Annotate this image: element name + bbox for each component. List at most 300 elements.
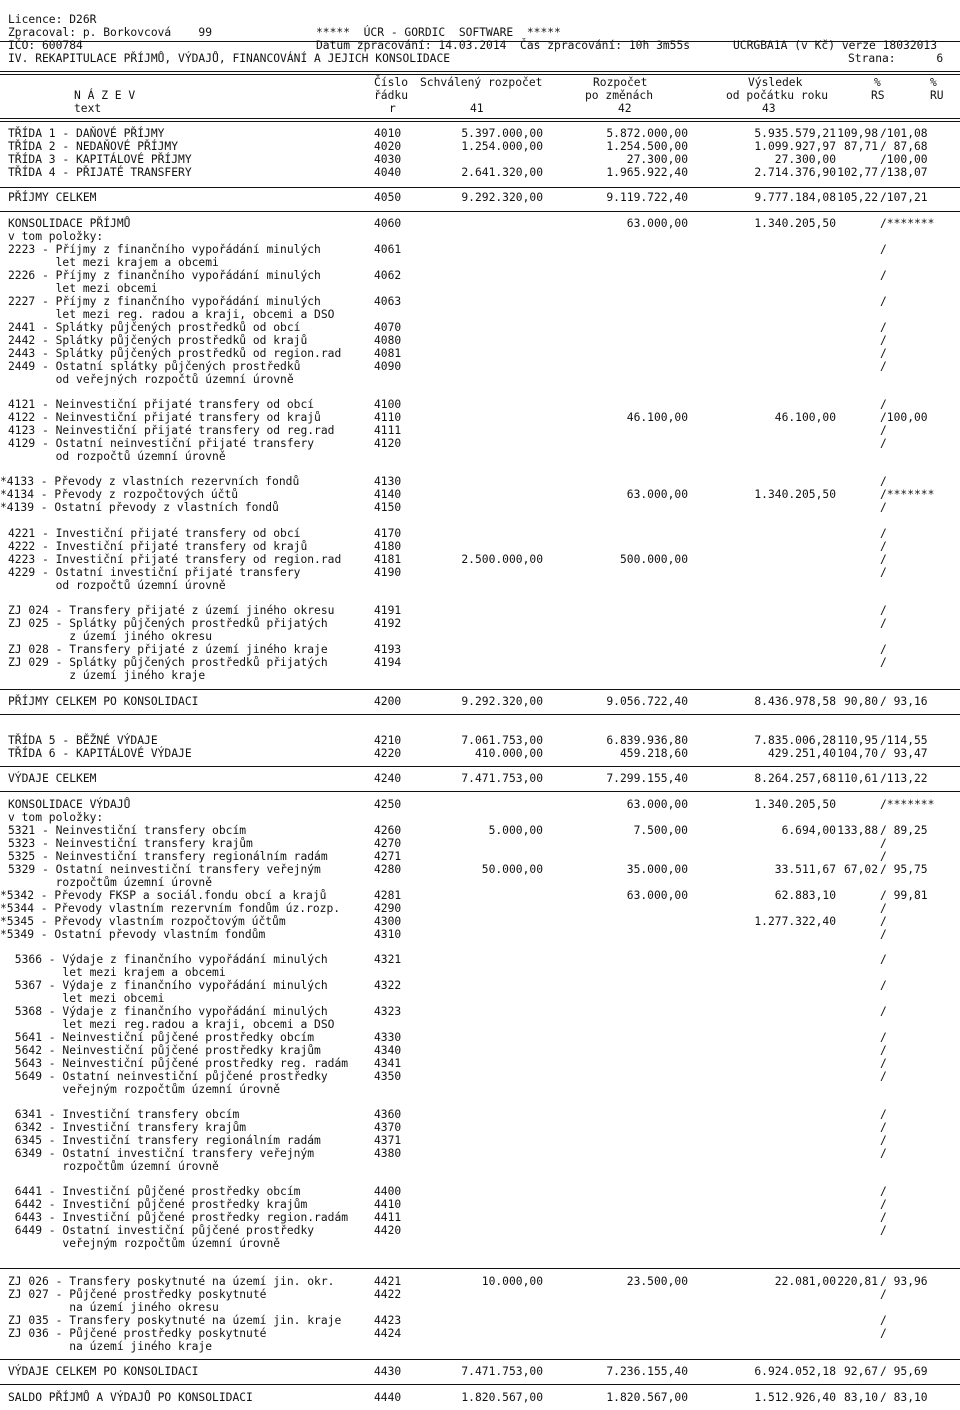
section-title: IV. REKAPITULACE PŘÍJMŮ, VÝDAJŮ, FINANCOVÁNÍ A JEJICH KONSOLIDACE bbox=[8, 52, 451, 65]
pct-ru: /******* bbox=[880, 488, 935, 501]
pct-ru: / bbox=[880, 269, 887, 282]
row-name: PŘÍJMY CELKEM PO KONSOLIDACI bbox=[8, 695, 199, 708]
row-name: 5368 - Výdaje z finančního vypořádání minulých bbox=[8, 1005, 328, 1018]
approved-budget: 7.471.753,00 bbox=[461, 1365, 543, 1378]
row-name: 4129 - Ostatní neinvestiční přijaté transfery bbox=[8, 437, 315, 450]
col-header-43: 43 bbox=[762, 102, 776, 115]
year-result: 6.694,00 bbox=[781, 824, 836, 837]
pct-ru: / bbox=[880, 850, 887, 863]
row-number: 4371 bbox=[374, 1134, 402, 1147]
row-name: TŘÍDA 5 - BĚŽNÉ VÝDAJE bbox=[8, 734, 158, 747]
row-number: 4180 bbox=[374, 540, 402, 553]
approved-budget: 410.000,00 bbox=[474, 747, 543, 760]
row-name: SALDO PŘÍJMŮ A VÝDAJŮ PO KONSOLIDACI bbox=[8, 1391, 253, 1404]
pct-ru: / bbox=[880, 243, 887, 256]
row-name: TŘÍDA 1 - DAŇOVÉ PŘÍJMY bbox=[8, 127, 165, 140]
pct-ru: / 87,68 bbox=[880, 140, 928, 153]
licence-label: Licence: D26R bbox=[8, 13, 97, 26]
row-name: 5321 - Neinvestiční transfery obcím bbox=[8, 824, 247, 837]
year-result: 1.099.927,97 bbox=[754, 140, 836, 153]
row-name: 5323 - Neinvestiční transfery krajům bbox=[8, 837, 253, 850]
pct-ru: / 89,25 bbox=[880, 824, 928, 837]
row-name: v tom položky: bbox=[8, 230, 104, 243]
row-name: 5329 - Ostatní neinvestiční transfery veřejným bbox=[8, 863, 321, 876]
row-name: 4123 - Neinvestiční přijaté transfery od reg.rad bbox=[8, 424, 335, 437]
row-name: 2226 - Příjmy z finančního vypořádání minulých bbox=[8, 269, 321, 282]
row-name: z území jiného kraje bbox=[8, 669, 206, 682]
row-name: 6441 - Investiční půjčené prostředky obcím bbox=[8, 1185, 301, 1198]
pct-ru: / bbox=[880, 1198, 887, 1211]
pct-rs: 110,61 bbox=[837, 772, 878, 785]
pct-rs: 87,71 bbox=[843, 140, 878, 153]
pct-ru: / bbox=[880, 1327, 887, 1340]
pct-ru: / bbox=[880, 915, 887, 928]
row-name: TŘÍDA 6 - KAPITÁLOVÉ VÝDAJE bbox=[8, 747, 192, 760]
row-name: 4221 - Investiční přijaté transfery od obcí bbox=[8, 527, 301, 540]
row-number: 4150 bbox=[374, 501, 402, 514]
row-name: ZJ 024 - Transfery přijaté z území jiného okresu bbox=[8, 604, 335, 617]
adjusted-budget: 9.119.722,40 bbox=[606, 191, 688, 204]
horizontal-rule bbox=[0, 689, 960, 690]
row-number: 4210 bbox=[374, 734, 402, 747]
row-name: ZJ 036 - Půjčené prostředky poskytnuté bbox=[8, 1327, 267, 1340]
year-result: 8.436.978,58 bbox=[754, 695, 836, 708]
pct-ru: / bbox=[880, 1147, 887, 1160]
pct-ru: / bbox=[880, 979, 887, 992]
row-name: 2449 - Ostatní splátky půjčených prostředků bbox=[8, 360, 301, 373]
approved-budget: 5.397.000,00 bbox=[461, 127, 543, 140]
adjusted-budget: 7.236.155,40 bbox=[606, 1365, 688, 1378]
pct-ru: / bbox=[880, 1031, 887, 1044]
row-name: *5342 - Převody FKSP a sociál.fondu obcí a krajů bbox=[0, 889, 327, 902]
horizontal-rule bbox=[0, 1359, 960, 1360]
approved-budget: 2.641.320,00 bbox=[461, 166, 543, 179]
col-header-r: r bbox=[389, 102, 396, 115]
approved-budget: 5.000,00 bbox=[488, 824, 543, 837]
row-number: 4061 bbox=[374, 243, 402, 256]
year-result: 33.511,67 bbox=[774, 863, 836, 876]
row-number: 4423 bbox=[374, 1314, 402, 1327]
year-result: 5.935.579,21 bbox=[754, 127, 836, 140]
year-result: 1.340.205,50 bbox=[754, 488, 836, 501]
row-number: 4120 bbox=[374, 437, 402, 450]
row-name: ZJ 025 - Splátky půjčených prostředků přijatých bbox=[8, 617, 328, 630]
row-number: 4290 bbox=[374, 902, 402, 915]
row-name: 4122 - Neinvestiční přijaté transfery od krajů bbox=[8, 411, 321, 424]
pct-ru: / bbox=[880, 424, 887, 437]
pct-ru: / bbox=[880, 1108, 887, 1121]
pct-ru: / bbox=[880, 553, 887, 566]
row-number: 4340 bbox=[374, 1044, 402, 1057]
pct-ru: / bbox=[880, 1070, 887, 1083]
row-name: let mezi krajem a obcemi bbox=[8, 966, 226, 979]
row-name: *5345 - Převody vlastním rozpočtovým účtům bbox=[0, 915, 286, 928]
row-name: 6442 - Investiční půjčené prostředky krajům bbox=[8, 1198, 308, 1211]
row-name: 5649 - Ostatní neinvestiční půjčené prostředky bbox=[8, 1070, 328, 1083]
row-name: 6443 - Investiční půjčené prostředky region.radám bbox=[8, 1211, 349, 1224]
pct-ru: / bbox=[880, 953, 887, 966]
row-name: 5325 - Neinvestiční transfery regionálním radám bbox=[8, 850, 328, 863]
pct-ru: / 93,96 bbox=[880, 1275, 928, 1288]
pct-ru: / bbox=[880, 837, 887, 850]
pct-rs: 67,02 bbox=[843, 863, 878, 876]
pct-rs: 105,22 bbox=[837, 191, 878, 204]
row-number: 4080 bbox=[374, 334, 402, 347]
adjusted-budget: 459.218,60 bbox=[619, 747, 688, 760]
row-number: 4062 bbox=[374, 269, 402, 282]
row-name: od rozpočtů územní úrovně bbox=[8, 450, 226, 463]
approved-budget: 7.471.753,00 bbox=[461, 772, 543, 785]
row-number: 4260 bbox=[374, 824, 402, 837]
pct-ru: / bbox=[880, 566, 887, 579]
pct-ru: / bbox=[880, 1005, 887, 1018]
adjusted-budget: 23.500,00 bbox=[626, 1275, 688, 1288]
year-result: 27.300,00 bbox=[774, 153, 836, 166]
pct-ru: / bbox=[880, 928, 887, 941]
pct-ru: /100,00 bbox=[880, 153, 928, 166]
horizontal-rule bbox=[0, 766, 960, 767]
pct-ru: / 99,81 bbox=[880, 889, 928, 902]
row-number: 4310 bbox=[374, 928, 402, 941]
pct-ru: / bbox=[880, 902, 887, 915]
horizontal-rule bbox=[0, 41, 960, 42]
pct-ru: /107,21 bbox=[880, 191, 928, 204]
year-result: 9.777.184,08 bbox=[754, 191, 836, 204]
row-number: 4100 bbox=[374, 398, 402, 411]
adjusted-budget: 63.000,00 bbox=[626, 217, 688, 230]
row-number: 4440 bbox=[374, 1391, 402, 1404]
col-header-rozpocet: Rozpočet bbox=[593, 76, 648, 89]
approved-budget: 10.000,00 bbox=[481, 1275, 543, 1288]
row-name: let mezi obcemi bbox=[8, 282, 158, 295]
row-number: 4370 bbox=[374, 1121, 402, 1134]
pct-ru: / bbox=[880, 604, 887, 617]
pct-rs: 109,98 bbox=[837, 127, 878, 140]
row-name: 4229 - Ostatní investiční přijaté transfery bbox=[8, 566, 301, 579]
row-name: *5349 - Ostatní převody vlastním fondům bbox=[0, 928, 266, 941]
pct-ru: / bbox=[880, 527, 887, 540]
pct-rs: 220,81 bbox=[837, 1275, 878, 1288]
row-number: 4350 bbox=[374, 1070, 402, 1083]
row-name: *4134 - Převody z rozpočtových účtů bbox=[0, 488, 239, 501]
row-name: 6349 - Ostatní investiční transfery veřejným bbox=[8, 1147, 315, 1160]
adjusted-budget: 9.056.722,40 bbox=[606, 695, 688, 708]
row-number: 4430 bbox=[374, 1365, 402, 1378]
row-name: *4133 - Převody z vlastních rezervních fondů bbox=[0, 475, 300, 488]
row-number: 4424 bbox=[374, 1327, 402, 1340]
col-header-nazev: N Á Z E V bbox=[74, 89, 136, 102]
pct-ru: / bbox=[880, 334, 887, 347]
row-name: KONSOLIDACE VÝDAJŮ bbox=[8, 798, 131, 811]
row-number: 4110 bbox=[374, 411, 402, 424]
pct-rs: 110,95 bbox=[837, 734, 878, 747]
row-name: let mezi reg.radou a kraji, obcemi a DSO bbox=[8, 1018, 335, 1031]
col-header-rs-pct: % bbox=[874, 76, 881, 89]
row-number: 4420 bbox=[374, 1224, 402, 1237]
row-number: 4323 bbox=[374, 1005, 402, 1018]
row-number: 4330 bbox=[374, 1031, 402, 1044]
row-name: let mezi reg. radou a kraji, obcemi a DSO bbox=[8, 308, 335, 321]
row-name: TŘÍDA 2 - NEDAŇOVÉ PŘÍJMY bbox=[8, 140, 179, 153]
adjusted-budget: 6.839.936,80 bbox=[606, 734, 688, 747]
row-name: let mezi obcemi bbox=[8, 992, 165, 1005]
pct-ru: / bbox=[880, 295, 887, 308]
year-result: 1.340.205,50 bbox=[754, 217, 836, 230]
adjusted-budget: 5.872.000,00 bbox=[606, 127, 688, 140]
pct-ru: / bbox=[880, 437, 887, 450]
col-header-cislo: Číslo bbox=[374, 76, 409, 89]
row-number: 4380 bbox=[374, 1147, 402, 1160]
row-number: 4270 bbox=[374, 837, 402, 850]
year-result: 6.924.052,18 bbox=[754, 1365, 836, 1378]
pct-ru: / 93,47 bbox=[880, 747, 928, 760]
col-header-schvaleny: Schválený rozpočet bbox=[420, 76, 543, 89]
row-name: KONSOLIDACE PŘÍJMŮ bbox=[8, 217, 131, 230]
row-number: 4090 bbox=[374, 360, 402, 373]
year-result: 62.883,10 bbox=[774, 889, 836, 902]
row-name: rozpočtům územní úrovně bbox=[8, 876, 213, 889]
row-number: 4190 bbox=[374, 566, 402, 579]
row-number: 4040 bbox=[374, 166, 402, 179]
pct-ru: / bbox=[880, 347, 887, 360]
col-header-od-pocatku: od počátku roku bbox=[726, 89, 829, 102]
year-result: 7.835.006,28 bbox=[754, 734, 836, 747]
row-name: 4121 - Neinvestiční přijaté transfery od obcí bbox=[8, 398, 315, 411]
horizontal-rule bbox=[0, 1268, 960, 1269]
row-name: TŘÍDA 4 - PŘIJATÉ TRANSFERY bbox=[8, 166, 192, 179]
row-name: ZJ 029 - Splátky půjčených prostředků přijatých bbox=[8, 656, 328, 669]
row-number: 4140 bbox=[374, 488, 402, 501]
row-number: 4194 bbox=[374, 656, 402, 669]
row-name: rozpočtům územní úrovně bbox=[8, 1160, 219, 1173]
pct-ru: / bbox=[880, 501, 887, 514]
pct-ru: /******* bbox=[880, 217, 935, 230]
row-number: 4130 bbox=[374, 475, 402, 488]
adjusted-budget: 7.299.155,40 bbox=[606, 772, 688, 785]
col-header-42: 42 bbox=[618, 102, 632, 115]
year-result: 2.714.376,90 bbox=[754, 166, 836, 179]
col-header-rs: RS bbox=[871, 89, 885, 102]
row-name: 5366 - Výdaje z finančního vypořádání minulých bbox=[8, 953, 328, 966]
row-number: 4063 bbox=[374, 295, 402, 308]
row-name: 2443 - Splátky půjčených prostředků od region.rad bbox=[8, 347, 342, 360]
row-number: 4250 bbox=[374, 798, 402, 811]
pct-ru: / bbox=[880, 656, 887, 669]
row-name: 4223 - Investiční přijaté transfery od region.rad bbox=[8, 553, 342, 566]
row-number: 4322 bbox=[374, 979, 402, 992]
row-name: veřejným rozpočtům územní úrovně bbox=[8, 1083, 281, 1096]
pct-ru: / bbox=[880, 1211, 887, 1224]
year-result: 46.100,00 bbox=[774, 411, 836, 424]
row-number: 4010 bbox=[374, 127, 402, 140]
pct-ru: / bbox=[880, 360, 887, 373]
adjusted-budget: 35.000,00 bbox=[626, 863, 688, 876]
col-header-41: 41 bbox=[470, 102, 484, 115]
adjusted-budget: 7.500,00 bbox=[633, 824, 688, 837]
pct-ru: / bbox=[880, 1057, 887, 1070]
row-name: 6341 - Investiční transfery obcím bbox=[8, 1108, 240, 1121]
pct-ru: / 93,16 bbox=[880, 695, 928, 708]
col-header-vysledek: Výsledek bbox=[748, 76, 803, 89]
horizontal-rule bbox=[0, 71, 960, 75]
pct-ru: /114,55 bbox=[880, 734, 928, 747]
row-name: 2441 - Splátky půjčených prostředků od obcí bbox=[8, 321, 301, 334]
row-name: 2223 - Příjmy z finančního vypořádání minulých bbox=[8, 243, 321, 256]
approved-budget: 1.254.000,00 bbox=[461, 140, 543, 153]
row-number: 4240 bbox=[374, 772, 402, 785]
row-name: *5344 - Převody vlastním rezervním fondům úz.rozp. bbox=[0, 902, 341, 915]
col-header-radku: řádku bbox=[374, 89, 409, 102]
row-number: 4030 bbox=[374, 153, 402, 166]
horizontal-rule bbox=[0, 1384, 960, 1385]
row-number: 4170 bbox=[374, 527, 402, 540]
row-name: od veřejných rozpočtů územní úrovně bbox=[8, 373, 294, 386]
row-name: 5642 - Neinvestiční půjčené prostředky krajům bbox=[8, 1044, 321, 1057]
row-number: 4192 bbox=[374, 617, 402, 630]
row-number: 4060 bbox=[374, 217, 402, 230]
approved-budget: 9.292.320,00 bbox=[461, 191, 543, 204]
adjusted-budget: 1.965.922,40 bbox=[606, 166, 688, 179]
pct-ru: / bbox=[880, 617, 887, 630]
pct-rs: 102,77 bbox=[837, 166, 878, 179]
adjusted-budget: 63.000,00 bbox=[626, 889, 688, 902]
ico-label: IČO: 600784 bbox=[8, 39, 83, 52]
row-name: 5367 - Výdaje z finančního vypořádání minulých bbox=[8, 979, 328, 992]
row-name: 6345 - Investiční transfery regionálním radám bbox=[8, 1134, 321, 1147]
horizontal-rule bbox=[0, 187, 960, 188]
col-header-text: text bbox=[74, 102, 102, 115]
pct-ru: / bbox=[880, 1134, 887, 1147]
row-number: 4191 bbox=[374, 604, 402, 617]
row-number: 4271 bbox=[374, 850, 402, 863]
col-header-po-zmenach: po změnách bbox=[585, 89, 654, 102]
horizontal-rule bbox=[0, 791, 960, 792]
row-name: 5641 - Neinvestiční půjčené prostředky obcím bbox=[8, 1031, 315, 1044]
pct-ru: / 95,75 bbox=[880, 863, 928, 876]
adjusted-budget: 63.000,00 bbox=[626, 488, 688, 501]
processing-date-label: Datum zpracování: 14.03.2014 Čas zpracování: 10h 3m55s bbox=[316, 39, 691, 52]
row-name: 2227 - Příjmy z finančního vypořádání minulých bbox=[8, 295, 321, 308]
row-number: 4193 bbox=[374, 643, 402, 656]
pct-rs: 133,88 bbox=[837, 824, 878, 837]
pct-ru: /100,00 bbox=[880, 411, 928, 424]
row-number: 4360 bbox=[374, 1108, 402, 1121]
pct-ru: /101,08 bbox=[880, 127, 928, 140]
pct-ru: / 83,10 bbox=[880, 1391, 928, 1404]
row-name: z území jiného okresu bbox=[8, 630, 213, 643]
row-number: 4411 bbox=[374, 1211, 402, 1224]
approved-budget: 7.061.753,00 bbox=[461, 734, 543, 747]
pct-ru: / bbox=[880, 398, 887, 411]
row-number: 4081 bbox=[374, 347, 402, 360]
adjusted-budget: 1.820.567,00 bbox=[606, 1391, 688, 1404]
row-name: let mezi krajem a obcemi bbox=[8, 256, 219, 269]
row-name: od rozpočtů územní úrovně bbox=[8, 579, 226, 592]
row-number: 4200 bbox=[374, 695, 402, 708]
pct-ru: /113,22 bbox=[880, 772, 928, 785]
row-name: 2442 - Splátky půjčených prostředků od krajů bbox=[8, 334, 308, 347]
row-name: ZJ 027 - Půjčené prostředky poskytnuté bbox=[8, 1288, 267, 1301]
row-name: VÝDAJE CELKEM bbox=[8, 772, 97, 785]
row-name: PŘÍJMY CELKEM bbox=[8, 191, 97, 204]
page-number-label: Strana: 6 bbox=[848, 52, 944, 65]
year-result: 1.277.322,40 bbox=[754, 915, 836, 928]
row-name: 5643 - Neinvestiční půjčené prostředky reg. radám bbox=[8, 1057, 349, 1070]
row-number: 4422 bbox=[374, 1288, 402, 1301]
row-number: 4111 bbox=[374, 424, 402, 437]
row-number: 4341 bbox=[374, 1057, 402, 1070]
adjusted-budget: 500.000,00 bbox=[619, 553, 688, 566]
approved-budget: 50.000,00 bbox=[481, 863, 543, 876]
row-number: 4220 bbox=[374, 747, 402, 760]
adjusted-budget: 27.300,00 bbox=[626, 153, 688, 166]
pct-ru: / bbox=[880, 1044, 887, 1057]
year-result: 1.512.926,40 bbox=[754, 1391, 836, 1404]
row-number: 4020 bbox=[374, 140, 402, 153]
row-name: TŘÍDA 3 - KAPITÁLOVÉ PŘÍJMY bbox=[8, 153, 192, 166]
row-number: 4400 bbox=[374, 1185, 402, 1198]
pct-ru: / bbox=[880, 540, 887, 553]
row-number: 4070 bbox=[374, 321, 402, 334]
approved-budget: 9.292.320,00 bbox=[461, 695, 543, 708]
row-number: 4300 bbox=[374, 915, 402, 928]
pct-ru: / bbox=[880, 1224, 887, 1237]
year-result: 8.264.257,68 bbox=[754, 772, 836, 785]
pct-ru: /138,07 bbox=[880, 166, 928, 179]
pct-ru: / bbox=[880, 475, 887, 488]
report-version-label: UCRGBA1A (v Kč) verze 18032013 bbox=[733, 39, 938, 52]
row-name: 6449 - Ostatní investiční půjčené prostředky bbox=[8, 1224, 315, 1237]
adjusted-budget: 46.100,00 bbox=[626, 411, 688, 424]
pct-rs: 83,10 bbox=[843, 1391, 878, 1404]
row-name: ZJ 035 - Transfery poskytnuté na území jin. kraje bbox=[8, 1314, 342, 1327]
pct-ru: / bbox=[880, 1288, 887, 1301]
pct-rs: 104,70 bbox=[837, 747, 878, 760]
approved-budget: 1.820.567,00 bbox=[461, 1391, 543, 1404]
row-name: VÝDAJE CELKEM PO KONSOLIDACI bbox=[8, 1365, 199, 1378]
col-header-ru: RU bbox=[930, 89, 944, 102]
row-name: ZJ 028 - Transfery přijaté z území jiného kraje bbox=[8, 643, 328, 656]
col-header-ru-pct: % bbox=[930, 76, 937, 89]
row-number: 4281 bbox=[374, 889, 402, 902]
adjusted-budget: 1.254.500,00 bbox=[606, 140, 688, 153]
row-number: 4181 bbox=[374, 553, 402, 566]
processed-by-label: Zpracoval: p. Borkovcová 99 bbox=[8, 26, 213, 39]
software-label: ***** ÚCR - GORDIC SOFTWARE ***** bbox=[316, 26, 561, 39]
year-result: 1.340.205,50 bbox=[754, 798, 836, 811]
pct-ru: / bbox=[880, 643, 887, 656]
row-name: v tom položky: bbox=[8, 811, 104, 824]
approved-budget: 2.500.000,00 bbox=[461, 553, 543, 566]
row-name: 4222 - Investiční přijaté transfery od krajů bbox=[8, 540, 308, 553]
pct-ru: / bbox=[880, 1314, 887, 1327]
year-result: 22.081,00 bbox=[774, 1275, 836, 1288]
year-result: 429.251,40 bbox=[767, 747, 836, 760]
horizontal-rule bbox=[0, 118, 960, 122]
row-number: 4321 bbox=[374, 953, 402, 966]
pct-ru: / bbox=[880, 1185, 887, 1198]
pct-ru: / bbox=[880, 321, 887, 334]
horizontal-rule bbox=[0, 714, 960, 715]
row-name: *4139 - Ostatní převody z vlastních fondů bbox=[0, 501, 279, 514]
pct-ru: / 95,69 bbox=[880, 1365, 928, 1378]
row-number: 4421 bbox=[374, 1275, 402, 1288]
row-name: 6342 - Investiční transfery krajům bbox=[8, 1121, 247, 1134]
adjusted-budget: 63.000,00 bbox=[626, 798, 688, 811]
horizontal-rule bbox=[0, 211, 960, 212]
pct-ru: /******* bbox=[880, 798, 935, 811]
pct-rs: 90,80 bbox=[843, 695, 878, 708]
